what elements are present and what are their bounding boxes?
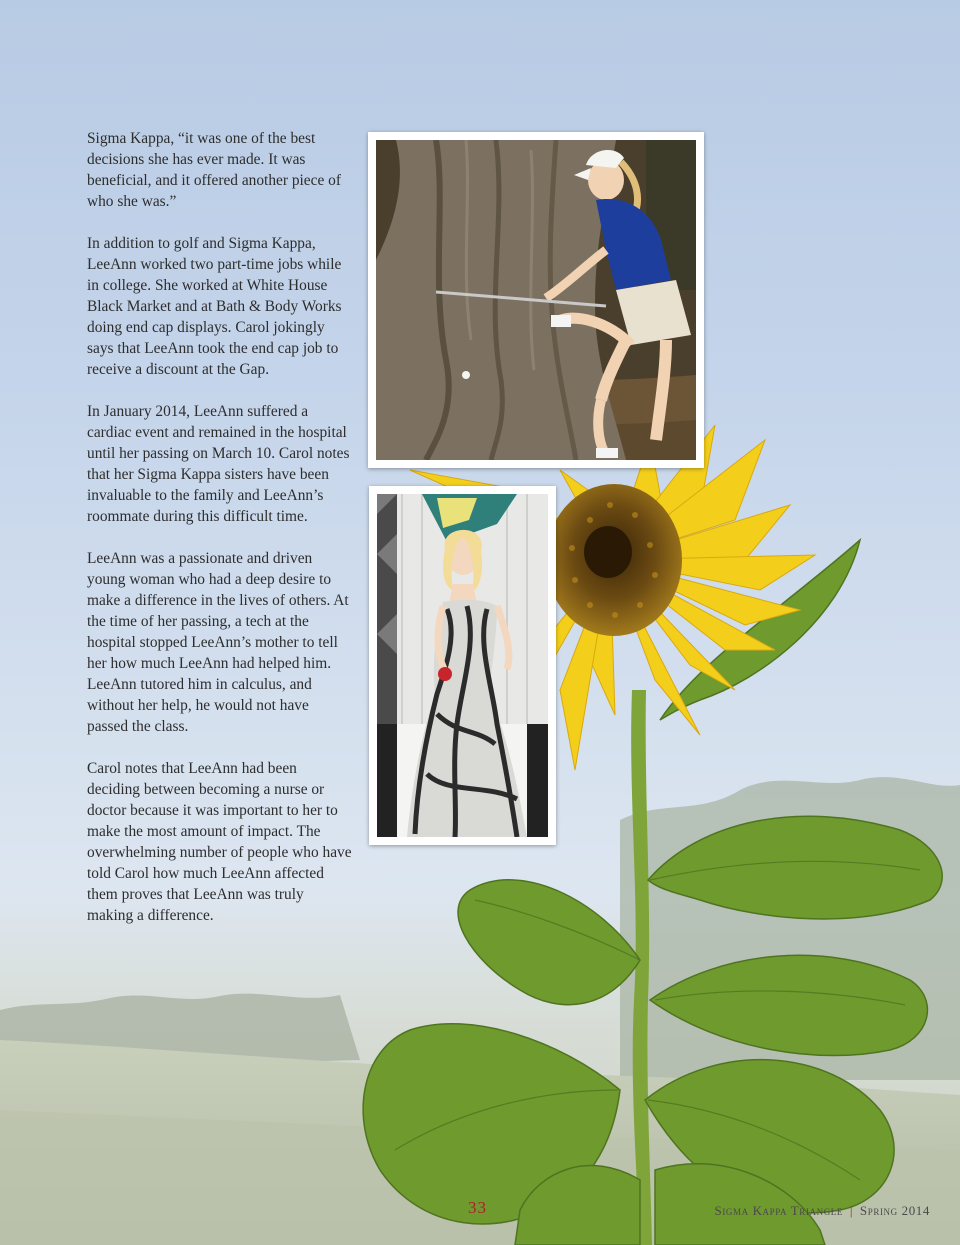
formal-dress-photo-image — [377, 494, 548, 837]
article-paragraph: Sigma Kappa, “it was one of the best decisions she has ever made. It was beneficial, and it offered another piece of who she was.” — [87, 130, 341, 210]
golf-photo — [368, 132, 704, 468]
footer-separator: | — [849, 1203, 854, 1218]
article-paragraph: LeeAnn was a passionate and driven young woman who had a deep desire to make a difference in the lives of others. At the time of her passing, a tech at the hospital stopped LeeAnn’s mother to tell her how much LeeAnn had helped him. LeeAnn tutored him in calculus, and without her help, he would not have passed the class. — [87, 550, 349, 735]
article-paragraph: In January 2014, LeeAnn suffered a cardiac event and remained in the hospital until her passing on March 10. Carol notes that her Sigma Kappa sisters have been invaluable to the family and LeeAnn’s roommate during this difficult time. — [87, 403, 350, 525]
article-body — [87, 128, 352, 947]
golf-photo-image — [376, 140, 696, 460]
publication-name: Sigma Kappa Triangle — [714, 1203, 843, 1218]
formal-dress-photo — [369, 486, 556, 845]
publication-footer — [714, 1203, 930, 1219]
article-paragraph: In addition to golf and Sigma Kappa, LeeAnn worked two part-time jobs while in college. She worked at White House Black Market and at Bath & Body Works doing end cap displays. Carol jokingly says that LeeAnn took the end cap job to receive a discount at the Gap. — [87, 235, 342, 378]
page-number: 33 — [468, 1198, 487, 1217]
article-paragraph: Carol notes that LeeAnn had been deciding between becoming a nurse or doctor because it was important to her to make the most amount of impact. The overwhelming number of people who have told Carol how much LeeAnn affected them proves that LeeAnn was truly making a difference. — [87, 760, 352, 924]
issue-label: Spring 2014 — [859, 1203, 930, 1218]
